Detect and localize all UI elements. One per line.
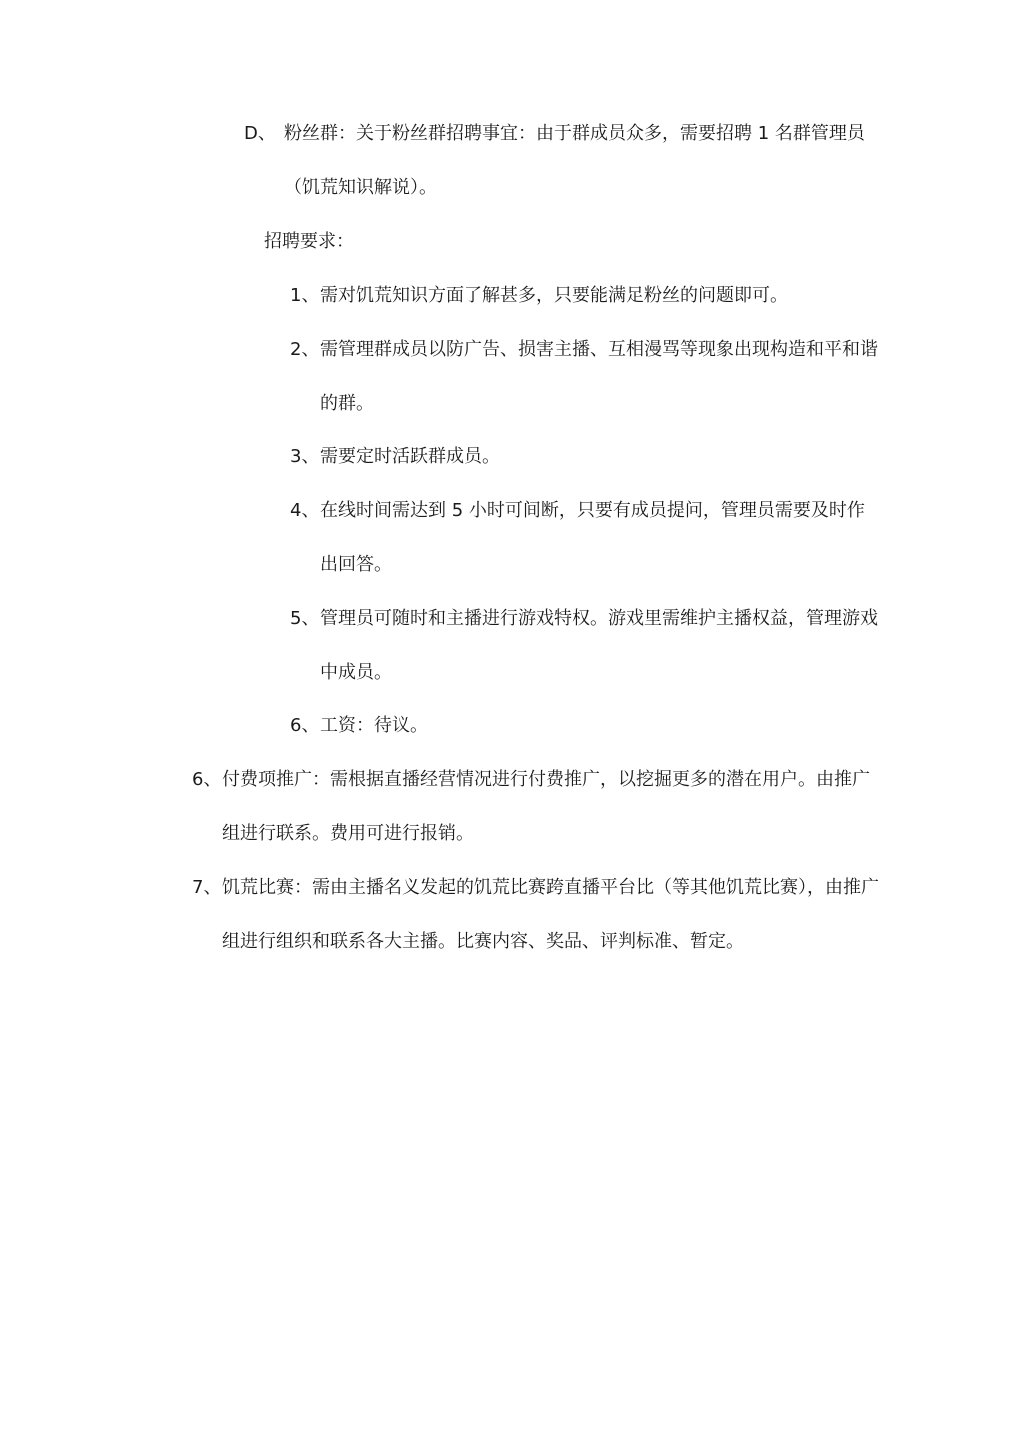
item-7-line2: 组进行组织和联系各大主播。比赛内容、奖品、评判标准、暂定。 bbox=[222, 931, 744, 952]
section-d-marker: D、 bbox=[244, 123, 276, 144]
requirement-3-line1: 需要定时活跃群成员。 bbox=[320, 446, 500, 467]
requirement-2-marker: 2、 bbox=[290, 339, 320, 360]
requirement-5-marker: 5、 bbox=[290, 608, 320, 629]
requirement-3-marker: 3、 bbox=[290, 446, 320, 467]
requirement-1-marker: 1、 bbox=[290, 285, 320, 306]
item-7-line1: 饥荒比赛：需由主播名义发起的饥荒比赛跨直播平台比（等其他饥荒比赛），由推广 bbox=[222, 877, 879, 898]
requirement-1-line1: 需对饥荒知识方面了解甚多，只要能满足粉丝的问题即可。 bbox=[320, 285, 788, 306]
requirement-6-line1: 工资：待议。 bbox=[320, 715, 428, 736]
requirement-5-line2: 中成员。 bbox=[320, 662, 392, 683]
section-d-text-line1: 粉丝群：关于粉丝群招聘事宜：由于群成员众多，需要招聘 1 名群管理员 bbox=[284, 123, 865, 144]
item-6-line1: 付费项推广：需根据直播经营情况进行付费推广，以挖掘更多的潜在用户。由推广 bbox=[222, 769, 870, 790]
requirement-2-line2: 的群。 bbox=[320, 393, 374, 414]
requirement-6-marker: 6、 bbox=[290, 715, 320, 736]
item-6-marker: 6、 bbox=[192, 769, 222, 790]
requirement-4-line1: 在线时间需达到 5 小时可间断，只要有成员提问，管理员需要及时作 bbox=[320, 500, 865, 521]
requirement-2-line1: 需管理群成员以防广告、损害主播、互相漫骂等现象出现构造和平和谐 bbox=[320, 339, 878, 360]
section-d-text-line2: （饥荒知识解说）。 bbox=[284, 177, 437, 198]
item-7-marker: 7、 bbox=[192, 877, 222, 898]
requirement-4-line2: 出回答。 bbox=[320, 554, 392, 575]
item-6-line2: 组进行联系。费用可进行报销。 bbox=[222, 823, 474, 844]
requirements-heading: 招聘要求： bbox=[264, 231, 354, 252]
requirement-4-marker: 4、 bbox=[290, 500, 320, 521]
requirement-5-line1: 管理员可随时和主播进行游戏特权。游戏里需维护主播权益，管理游戏 bbox=[320, 608, 878, 629]
